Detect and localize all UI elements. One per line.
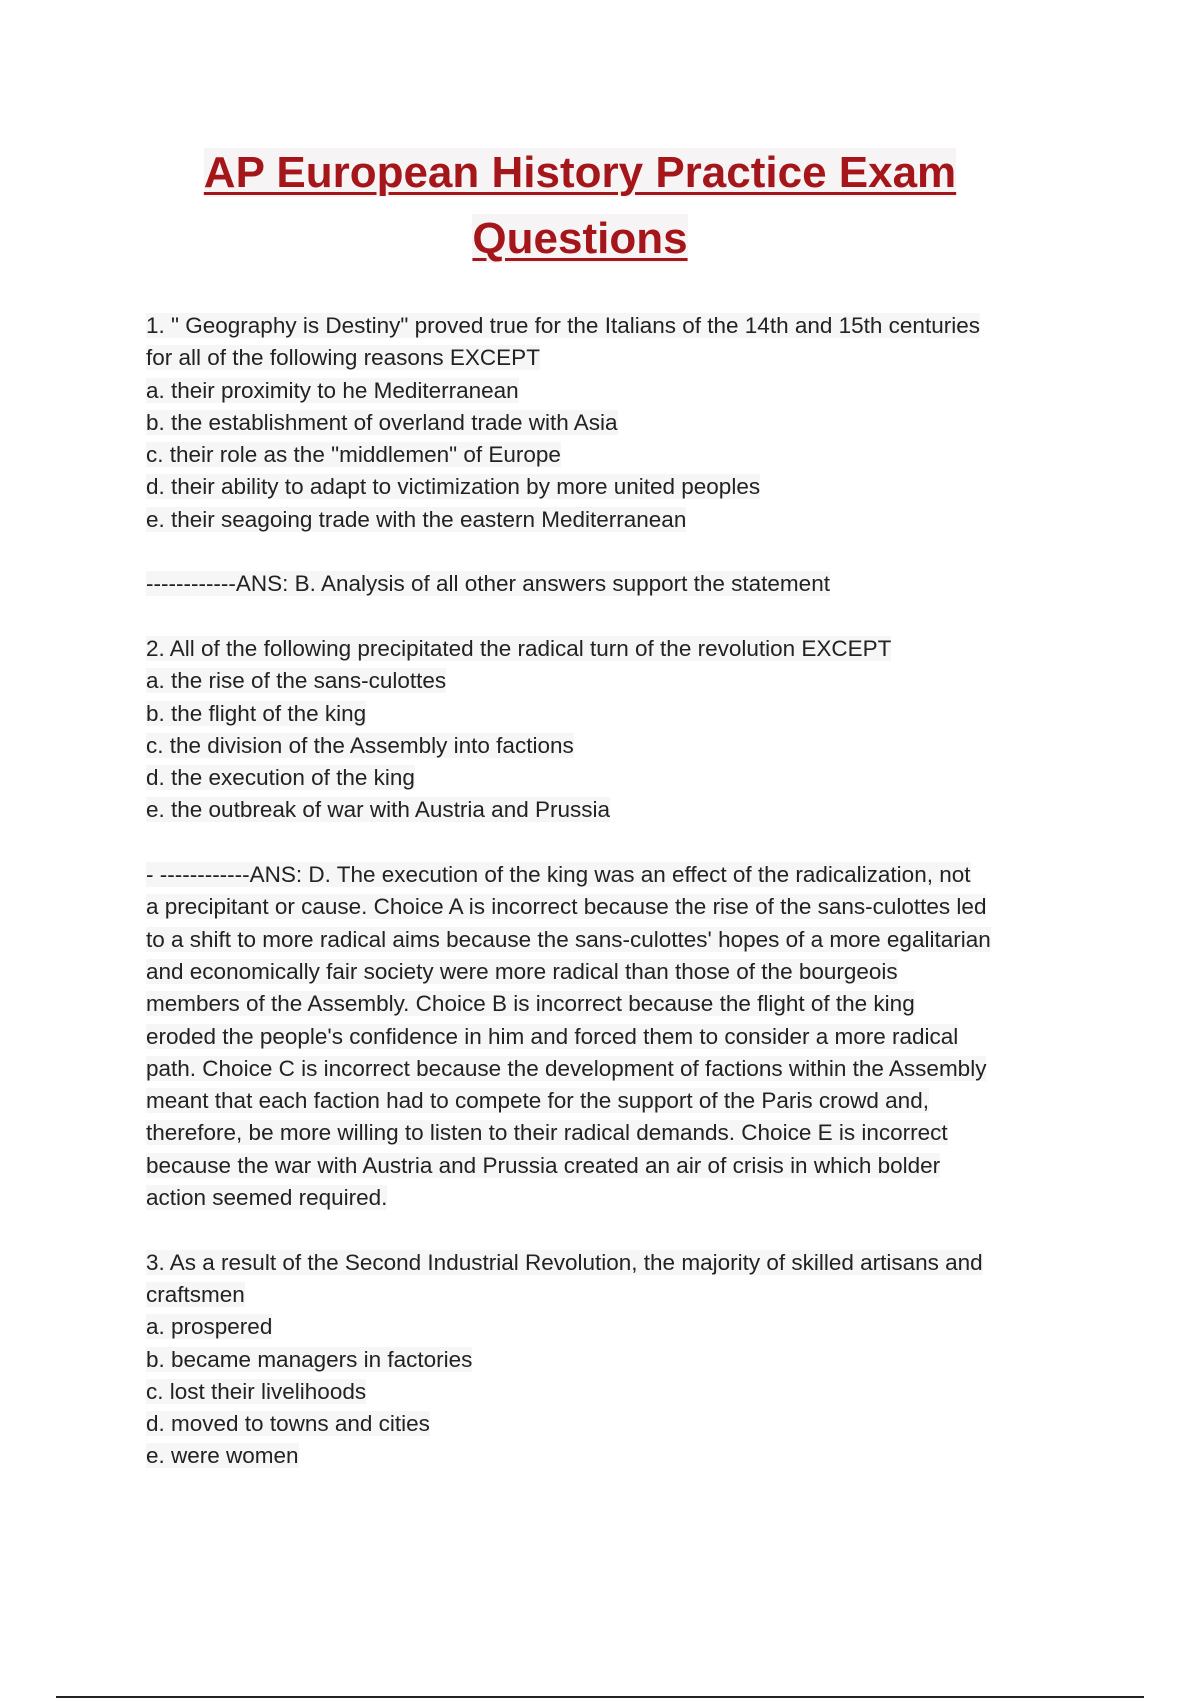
answer-explanation-line: - ------------ANS: D. The execution of the king was an effect of the radicalization, not [146,862,971,888]
answer-option-c: c. lost their livelihoods [146,1378,367,1404]
answer-option-a: a. prospered [146,1314,273,1340]
answer-option-c: c. their role as the "middlemen" of Europe [146,442,561,468]
answer-explanation-line: action seemed required. [146,1185,388,1211]
question-stem-line: 3. As a result of the Second Industrial Revolution, the majority of skilled artisans and [146,1249,983,1275]
answer-option-c: c. the division of the Assembly into factions [146,732,574,758]
answer-explanation: ------------ANS: B. Analysis of all other answers support the statement [146,571,830,597]
page-bottom-rule [56,1696,1144,1698]
answer-option-e: e. were women [146,1443,299,1469]
answer-option-a: a. their proximity to he Mediterranean [146,377,519,403]
answer-explanation-line: therefore, be more willing to listen to their radical demands. Choice E is incorrect [146,1120,948,1146]
answer-explanation-line: because the war with Austria and Prussia created an air of crisis in which bolder [146,1152,941,1178]
question-stem-line: 1. " Geography is Destiny" proved true for the Italians of the 14th and 15th centuries [146,313,980,338]
answer-option-a: a. the rise of the sans-culottes [146,668,447,694]
title-line-1: AP European History Practice Exam [203,148,957,197]
answer-option-d: d. moved to towns and cities [146,1411,430,1437]
question-stem-line: craftsmen [146,1281,245,1307]
answer-explanation-line: to a shift to more radical aims because the sans-culottes' hopes of a more egalitarian [146,926,991,952]
answer-option-b: b. the flight of the king [146,700,367,726]
question-2 [146,633,1066,1247]
question-3 [146,1247,1066,1473]
question-stem-line: for all of the following reasons EXCEPT [146,345,540,371]
answer-explanation-line: meant that each faction had to compete for the support of the Paris crowd and, [146,1088,929,1114]
answer-explanation-line: path. Choice C is incorrect because the development of factions within the Assembly [146,1055,987,1081]
answer-explanation-line: and economically fair society were more radical than those of the bourgeois [146,958,898,984]
answer-explanation-line: eroded the people's confidence in him and forced them to consider a more radical [146,1023,959,1049]
answer-option-d: d. their ability to adapt to victimization by more united peoples [146,474,761,500]
answer-explanation-line: a precipitant or cause. Choice A is incorrect because the rise of the sans-culottes led [146,894,987,920]
answer-option-e: e. their seagoing trade with the eastern Mediterranean [146,506,687,532]
questions-body [146,310,1066,1473]
question-stem-line: 2. All of the following precipitated the radical turn of the revolution EXCEPT [146,635,892,661]
question-1 [146,310,1066,633]
page-title [140,140,1020,272]
title-line-2: Questions [472,214,688,263]
answer-option-b: b. became managers in factories [146,1346,473,1372]
answer-explanation-line: members of the Assembly. Choice B is incorrect because the flight of the king [146,991,915,1017]
answer-option-d: d. the execution of the king [146,765,415,791]
answer-option-e: e. the outbreak of war with Austria and Prussia [146,797,610,823]
answer-option-b: b. the establishment of overland trade with Asia [146,409,618,435]
